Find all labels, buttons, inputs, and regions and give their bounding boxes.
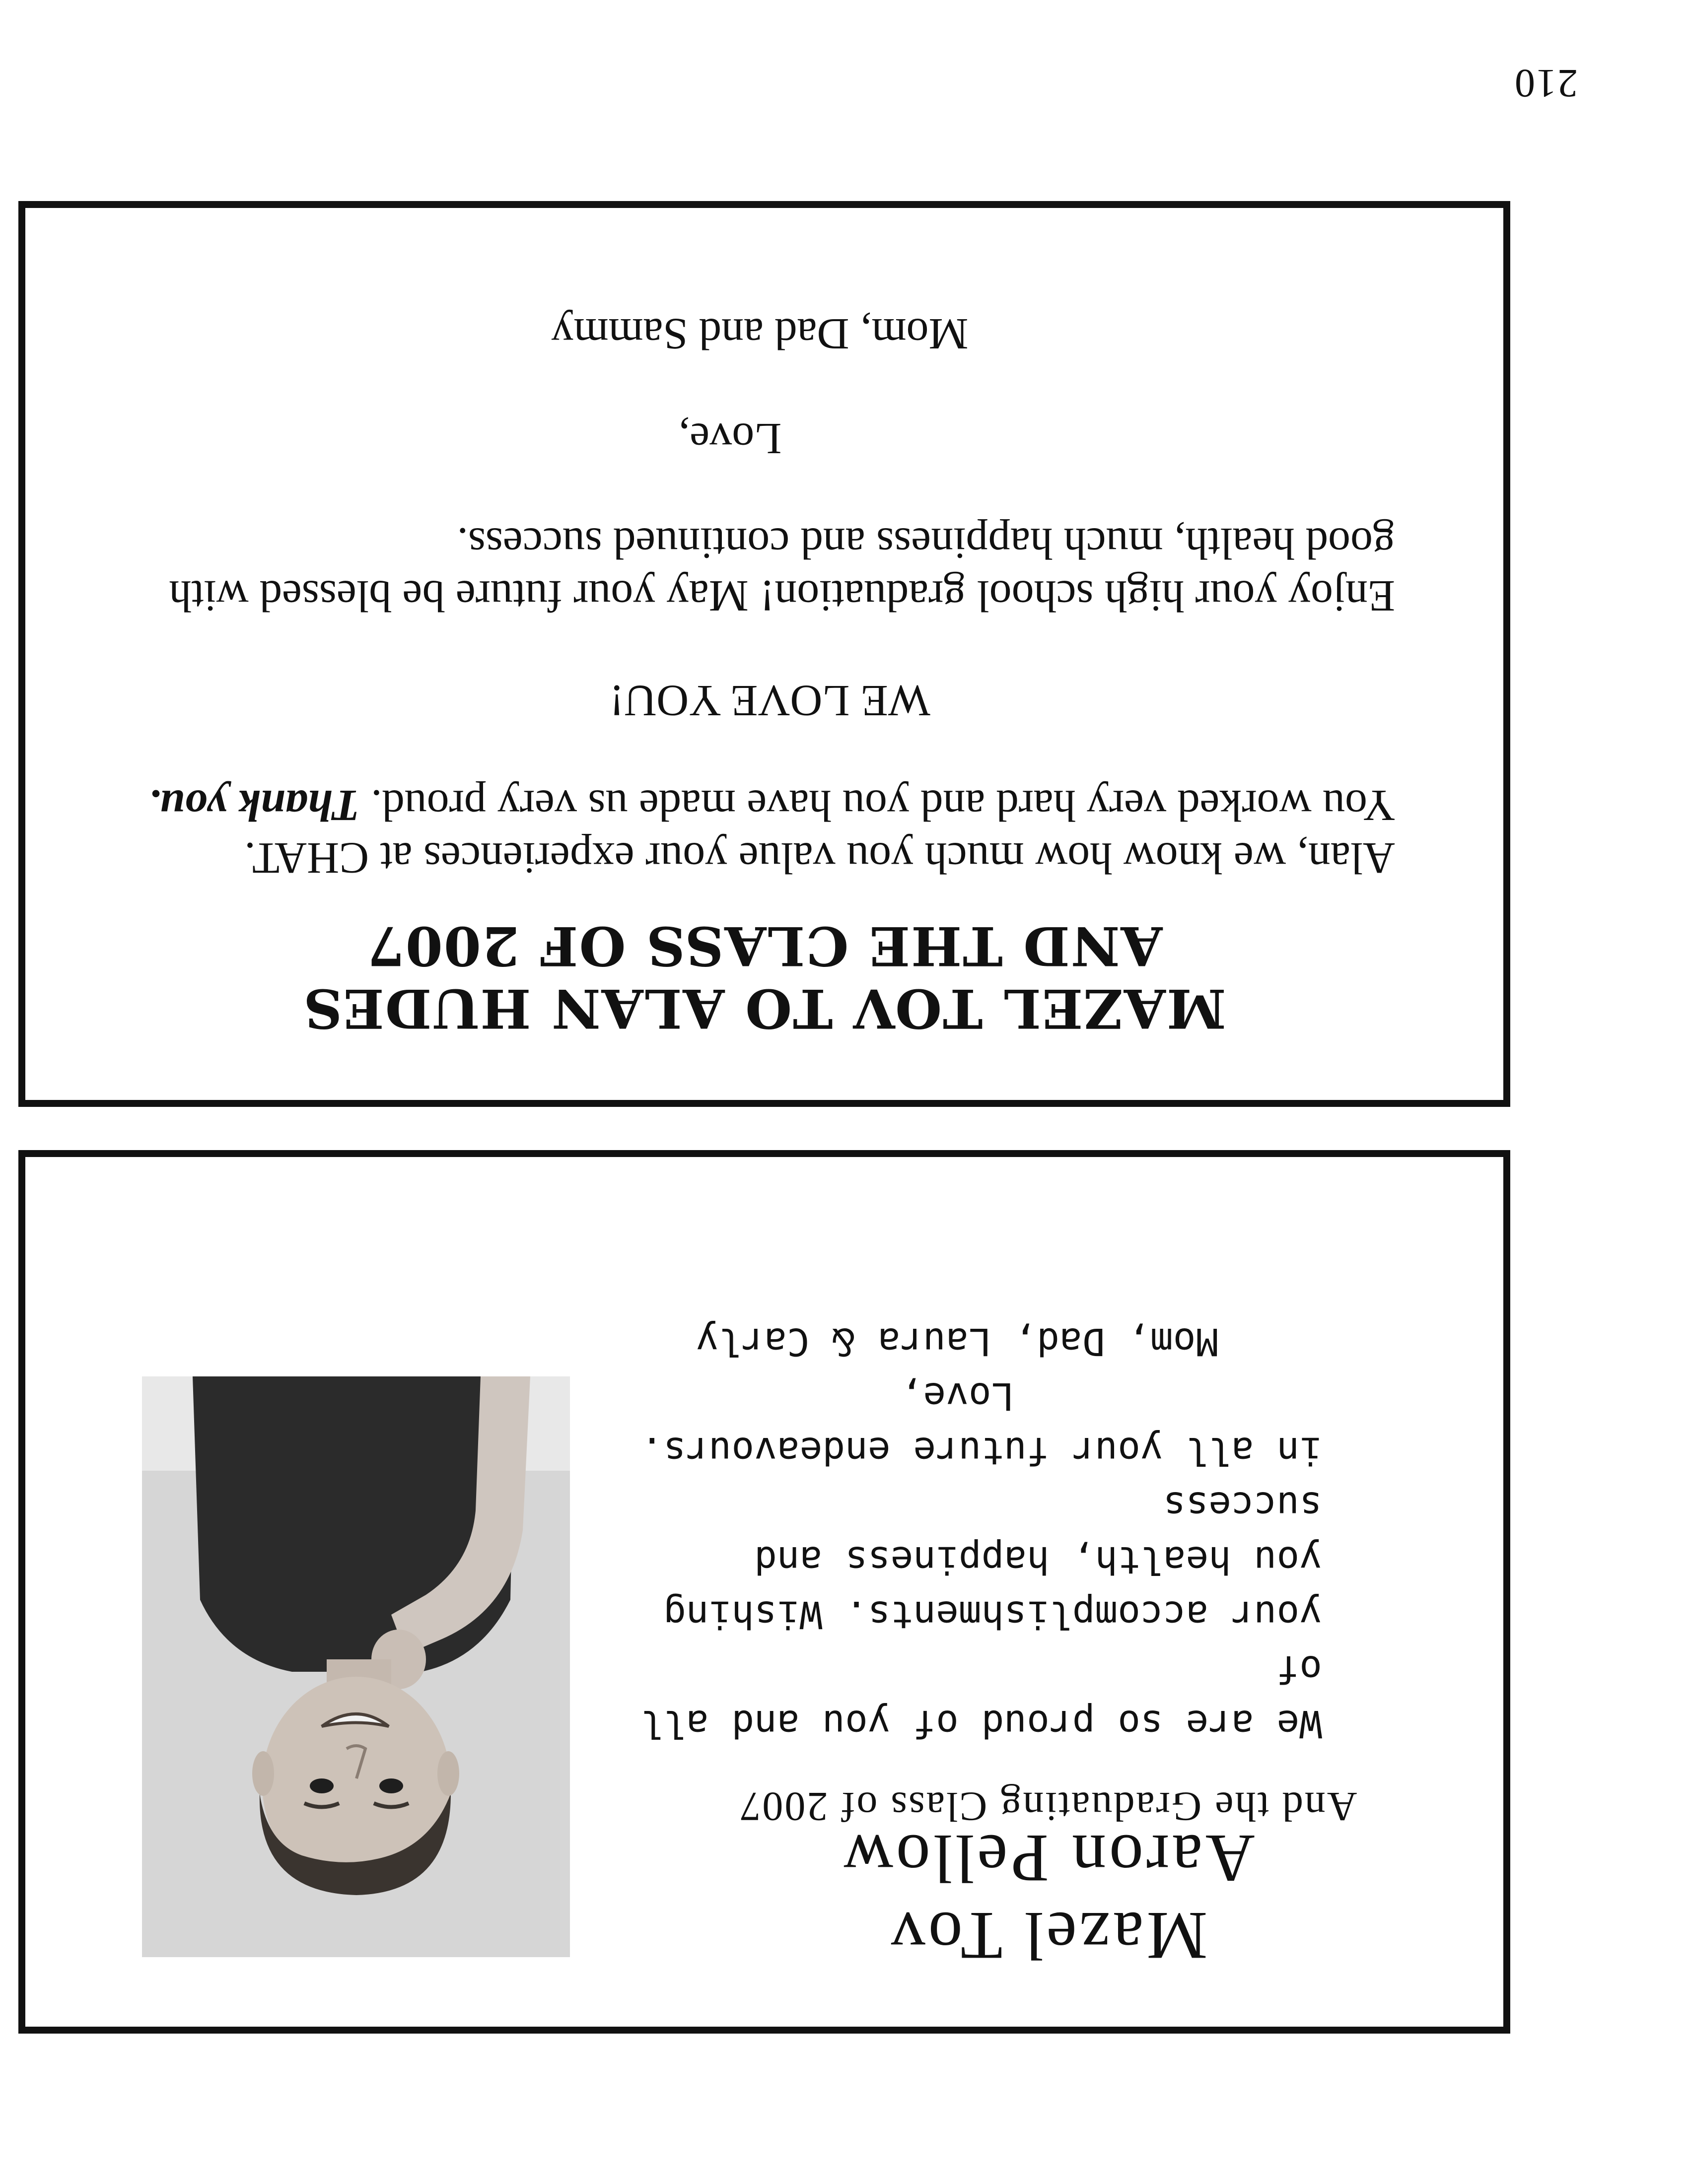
alan-ad-body	[85, 307, 1395, 884]
aaron-ad-subtitle: And the Graduating Class of 2007	[738, 1783, 1357, 1830]
alan-ad-headline	[25, 914, 1503, 1039]
alan-ad-thank-you: Thank you.	[148, 781, 360, 830]
boy-portrait-illustration	[142, 1376, 570, 1957]
alan-ad-para2-line1: Enjoy your high school graduation! May your future be blessed with	[169, 571, 1395, 620]
aaron-ad-title	[592, 1820, 1503, 1975]
page-number: 210	[1514, 61, 1578, 106]
aaron-pellow-ad	[18, 1150, 1510, 2034]
alan-ad-para1-line2-text: You worked very hard and you have made us very proud.	[371, 781, 1395, 830]
alan-ad-para2-line2: good health, much happiness and continued success.	[457, 519, 1395, 568]
aaron-ad-signers: Mom, Dad, Laura & Carly	[696, 1320, 1219, 1364]
aaron-ad-title-line2: Aaron Pellow	[841, 1821, 1255, 1897]
aaron-ad-message-line: you health, happiness and success	[754, 1484, 1322, 1582]
aaron-ad-message-line: your accomplishments. Wishing	[663, 1593, 1322, 1637]
alan-ad-headline-line2: AND THE CLASS OF 2007	[366, 914, 1163, 977]
alan-ad-para1-line1: Alan, we know how much you value your experiences at CHAT.	[244, 833, 1395, 883]
aaron-ad-title-line1: Mazel Tov	[888, 1898, 1208, 1974]
boy-portrait-photo	[142, 1376, 570, 1957]
aaron-ad-message-line: We are so proud of you and all of	[640, 1647, 1322, 1746]
alan-ad-signers: Mom, Dad and Sammy	[551, 309, 969, 358]
alan-ad-para1-line2	[85, 779, 1395, 831]
aaron-ad-message-line: in all your future endeavours.	[640, 1429, 1322, 1473]
alan-hudes-ad	[18, 201, 1510, 1107]
aaron-ad-closing: Love,	[900, 1374, 1014, 1419]
alan-ad-headline-line1: MAZEL TOV TO ALAN HUDES	[302, 977, 1226, 1039]
alan-ad-closing: Love,	[678, 414, 782, 463]
alan-ad-love-you: WE LOVE YOU!	[609, 676, 930, 725]
aaron-ad-message	[592, 1314, 1322, 1751]
